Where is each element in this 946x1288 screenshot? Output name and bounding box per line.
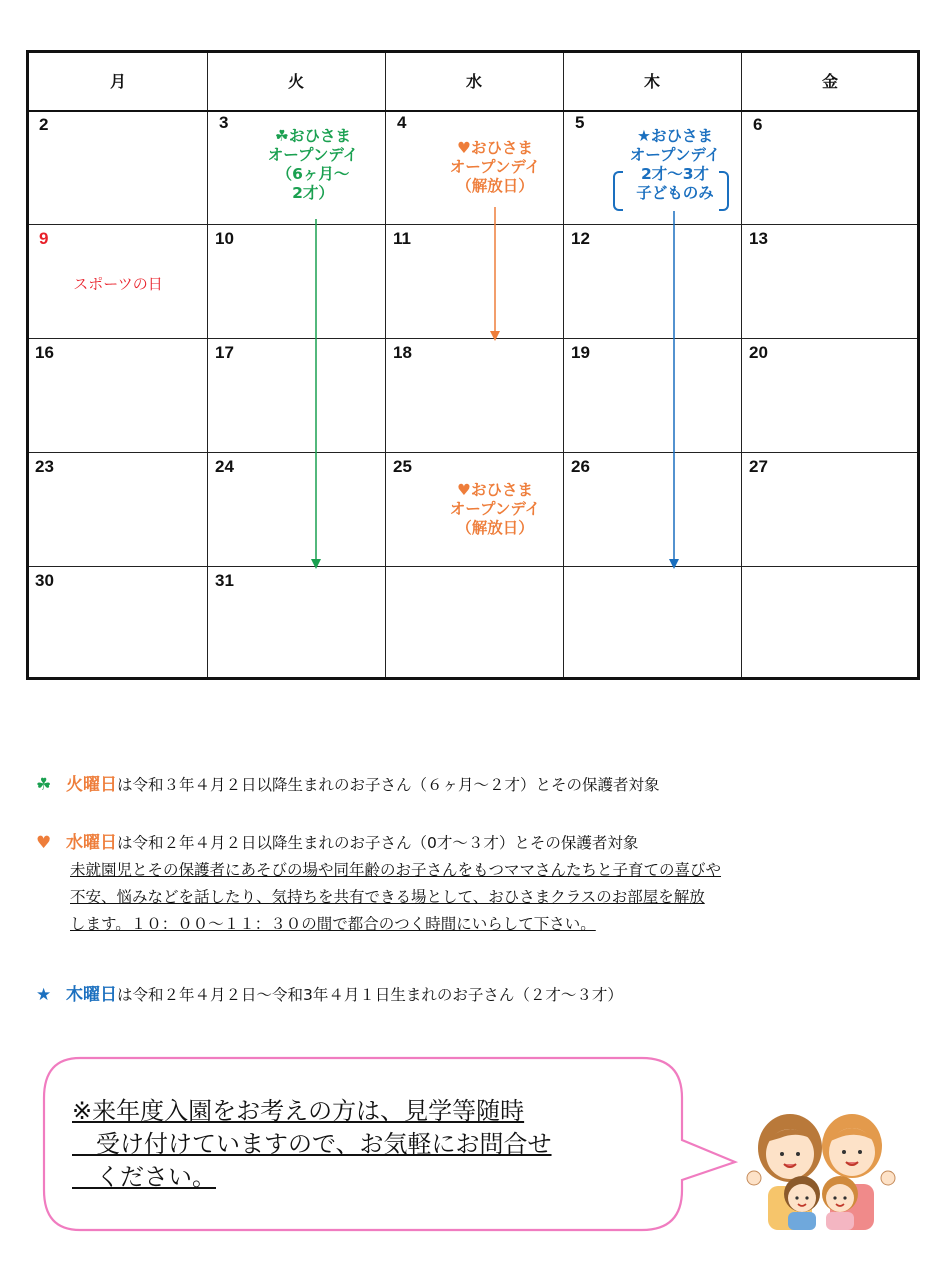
bubble-message — [72, 1095, 552, 1194]
date-cell: 30 — [35, 571, 54, 590]
legend-text: は令和２年４月２日～令和3年４月１日生まれのお子さん（２才～３才） — [117, 986, 623, 1004]
date-cell: 13 — [749, 229, 768, 248]
legend-tue — [36, 772, 660, 799]
legend-text: は令和３年４月２日以降生まれのお子さん（６ヶ月～２才）とその保護者対象 — [117, 776, 660, 794]
legend-desc: します。１０：００～１１：３０の間で都合のつく時間にいらして下さい。 — [70, 915, 596, 933]
event-line: （解放日） — [456, 177, 534, 195]
bubble-line: ※来年度入園をお考えの方は、見学等随時 — [72, 1097, 525, 1125]
date-cell: 23 — [35, 457, 54, 476]
event-line: 2才） — [292, 184, 334, 202]
legend-day: 火曜日 — [66, 775, 117, 795]
weekday-mon: 月 — [109, 72, 126, 91]
legend-desc: 不安、悩みなどを話したり、気持ちを共有できる場として、おひさまクラスのお部屋を解放 — [70, 888, 705, 906]
event-line: オープンデイ — [629, 146, 721, 164]
weekday-fri: 金 — [821, 72, 838, 91]
family-illustration — [740, 1108, 900, 1230]
legend-text: は令和２年４月２日以降生まれのお子さん（0才～３才）とその保護者対象 — [117, 834, 639, 852]
event-line: ☘おひさま — [275, 127, 351, 145]
date-cell: 10 — [215, 229, 234, 248]
event-line: 子どものみ — [636, 184, 714, 202]
date-cell: 16 — [35, 343, 54, 362]
legend-thu — [36, 982, 623, 1009]
heart-icon: ♥ — [36, 833, 52, 853]
date-cell: 26 — [571, 457, 590, 476]
date-cell: 27 — [749, 457, 768, 476]
date-cell: 11 — [393, 229, 411, 248]
thu-arrow-head — [669, 559, 679, 569]
legend-desc: 未就園児とその保護者にあそびの場や同年齢のお子さんをもつママさんたちと子育ての喜びや — [70, 861, 722, 879]
wed-arrow-head — [490, 331, 500, 341]
event-line: ♥おひさま — [457, 139, 533, 157]
date-cell: 19 — [571, 343, 590, 362]
weekday-thu: 木 — [643, 72, 660, 91]
event-arrows — [29, 53, 917, 677]
event-line: オープンデイ — [267, 146, 359, 164]
date-cell: 18 — [393, 343, 412, 362]
date-cell-holiday: 9 — [39, 229, 49, 248]
star-icon: ★ — [36, 985, 52, 1005]
bubble-line: ください。 — [72, 1163, 216, 1191]
date-cell: 6 — [753, 115, 763, 134]
date-cell: 5 — [575, 113, 585, 132]
date-cell: 12 — [571, 229, 590, 248]
date-cell: 4 — [397, 113, 407, 132]
date-cell: 2 — [39, 115, 49, 134]
calendar — [26, 50, 920, 680]
event-line: オープンデイ — [449, 158, 541, 176]
clover-icon: ☘ — [36, 775, 52, 795]
weekday-wed: 水 — [465, 72, 482, 91]
date-cell: 24 — [215, 457, 234, 476]
legend-day: 水曜日 — [66, 833, 117, 853]
legend-day: 木曜日 — [66, 985, 117, 1005]
tue-arrow-head — [311, 559, 321, 569]
date-cell: 31 — [215, 571, 234, 590]
event-line: オープンデイ — [449, 500, 541, 518]
event-line: 2才～3才 — [640, 165, 710, 183]
date-cell: 20 — [749, 343, 768, 362]
bubble-line: 受け付けていますので、お気軽にお問合せ — [72, 1130, 552, 1158]
holiday-label: スポーツの日 — [73, 275, 163, 293]
date-cell: 25 — [393, 457, 412, 476]
event-line: ★おひさま — [637, 127, 713, 145]
date-cell: 3 — [219, 113, 229, 132]
date-cell: 17 — [215, 343, 234, 362]
event-line: ♥おひさま — [457, 481, 533, 499]
weekday-tue: 火 — [287, 72, 304, 91]
event-line: （解放日） — [456, 519, 534, 537]
event-line: （6ヶ月～ — [276, 165, 350, 183]
calendar-grid — [29, 53, 917, 677]
legend-wed — [36, 830, 721, 938]
